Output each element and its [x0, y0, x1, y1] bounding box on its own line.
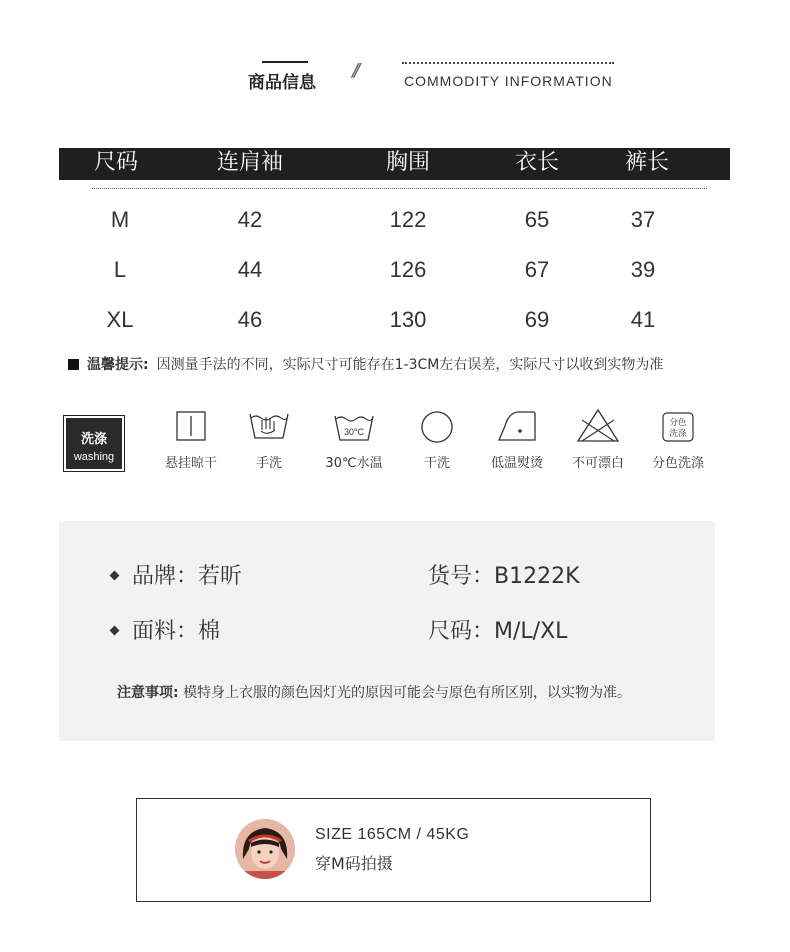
bullet-square-icon [68, 359, 79, 370]
table-cell: 41 [630, 307, 656, 332]
hand-wash-icon [247, 408, 291, 444]
care-item-water-temp [314, 408, 394, 471]
table-cell: 46 [237, 307, 263, 332]
table-cell: 42 [237, 207, 263, 232]
care-item-no-bleach [558, 408, 638, 471]
table-cell: 65 [524, 207, 550, 232]
table-cell: 44 [237, 257, 263, 282]
title-separator: // [352, 60, 357, 81]
tip-text: 因测量手法的不同，实际尺寸可能存在1-3CM左右误差，实际尺寸以收到实物为准 [156, 357, 664, 373]
brand-text: 品牌：若昕 [132, 564, 243, 589]
no-bleach-icon [576, 408, 620, 444]
model-size-text: SIZE 165CM / 45KG [315, 826, 470, 843]
column-header: 连肩袖 [216, 150, 283, 175]
table-row [59, 250, 730, 290]
washing-badge-cn: 洗涤 [80, 432, 107, 447]
water-temp-text: 30°C [343, 427, 365, 437]
table-cell: XL [106, 307, 134, 332]
header-dotted-line [402, 62, 614, 64]
material-info [111, 614, 220, 645]
brand-info [111, 559, 242, 590]
care-label: 悬挂晾干 [164, 456, 217, 471]
column-header: 衣长 [514, 150, 559, 175]
separate-wash-text-2: 洗涤 [669, 429, 687, 439]
care-item-hang-dry [151, 408, 231, 471]
product-info-panel [59, 521, 715, 741]
care-label: 不可漂白 [571, 456, 624, 471]
size-table-header [59, 148, 730, 180]
care-item-dry-clean [397, 408, 477, 471]
model-avatar [235, 819, 295, 879]
column-header: 尺码 [93, 150, 138, 175]
column-header: 裤长 [624, 150, 669, 175]
care-item-hand-wash [229, 408, 309, 471]
table-cell: 39 [630, 257, 656, 282]
table-cell: 67 [524, 257, 550, 282]
measurement-tip [68, 354, 663, 374]
color-note [117, 682, 631, 702]
separate-wash-text-1: 分色 [669, 418, 687, 428]
section-title-en: COMMODITY INFORMATION [404, 73, 613, 89]
sizes-info: 尺码：M/L/XL [428, 619, 568, 644]
table-divider [92, 188, 707, 189]
model-info-box [136, 798, 651, 902]
care-label: 干洗 [423, 456, 450, 471]
care-label: 低温熨烫 [490, 456, 543, 471]
washing-badge-en: washing [73, 451, 115, 463]
table-cell: 37 [630, 207, 656, 232]
low-iron-icon [497, 408, 537, 444]
table-cell: 130 [389, 307, 427, 332]
care-label: 手洗 [255, 456, 282, 471]
header-underline [262, 61, 308, 63]
table-cell: L [113, 257, 127, 282]
care-label: 分色洗涤 [651, 456, 704, 471]
table-cell: 122 [389, 207, 427, 232]
care-label: 30℃水温 [325, 456, 383, 471]
care-item-separate-wash [638, 408, 718, 471]
table-row [59, 300, 730, 340]
table-row [59, 200, 730, 240]
section-title-cn: 商品信息 [248, 73, 316, 93]
item-number-info: 货号：B1222K [428, 564, 580, 589]
table-cell: M [110, 207, 130, 232]
separate-wash-icon [661, 408, 695, 444]
tip-label: 温馨提示: [87, 357, 149, 373]
note-label: 注意事项: [117, 685, 179, 701]
table-cell: 69 [524, 307, 550, 332]
table-cell: 126 [389, 257, 427, 282]
dry-clean-icon [419, 408, 455, 444]
washing-badge [63, 415, 125, 472]
note-text: 模特身上衣服的颜色因灯光的原因可能会与原色有所区别，以实物为准。 [183, 685, 632, 701]
model-wear-text: 穿M码拍摄 [315, 854, 393, 873]
diamond-bullet-icon [110, 571, 120, 581]
hang-dry-icon [175, 408, 207, 444]
diamond-bullet-icon [110, 626, 120, 636]
care-item-low-iron [477, 408, 557, 471]
material-text: 面料：棉 [132, 619, 221, 644]
water-temp-30-icon [332, 408, 376, 444]
column-header: 胸围 [385, 150, 430, 175]
